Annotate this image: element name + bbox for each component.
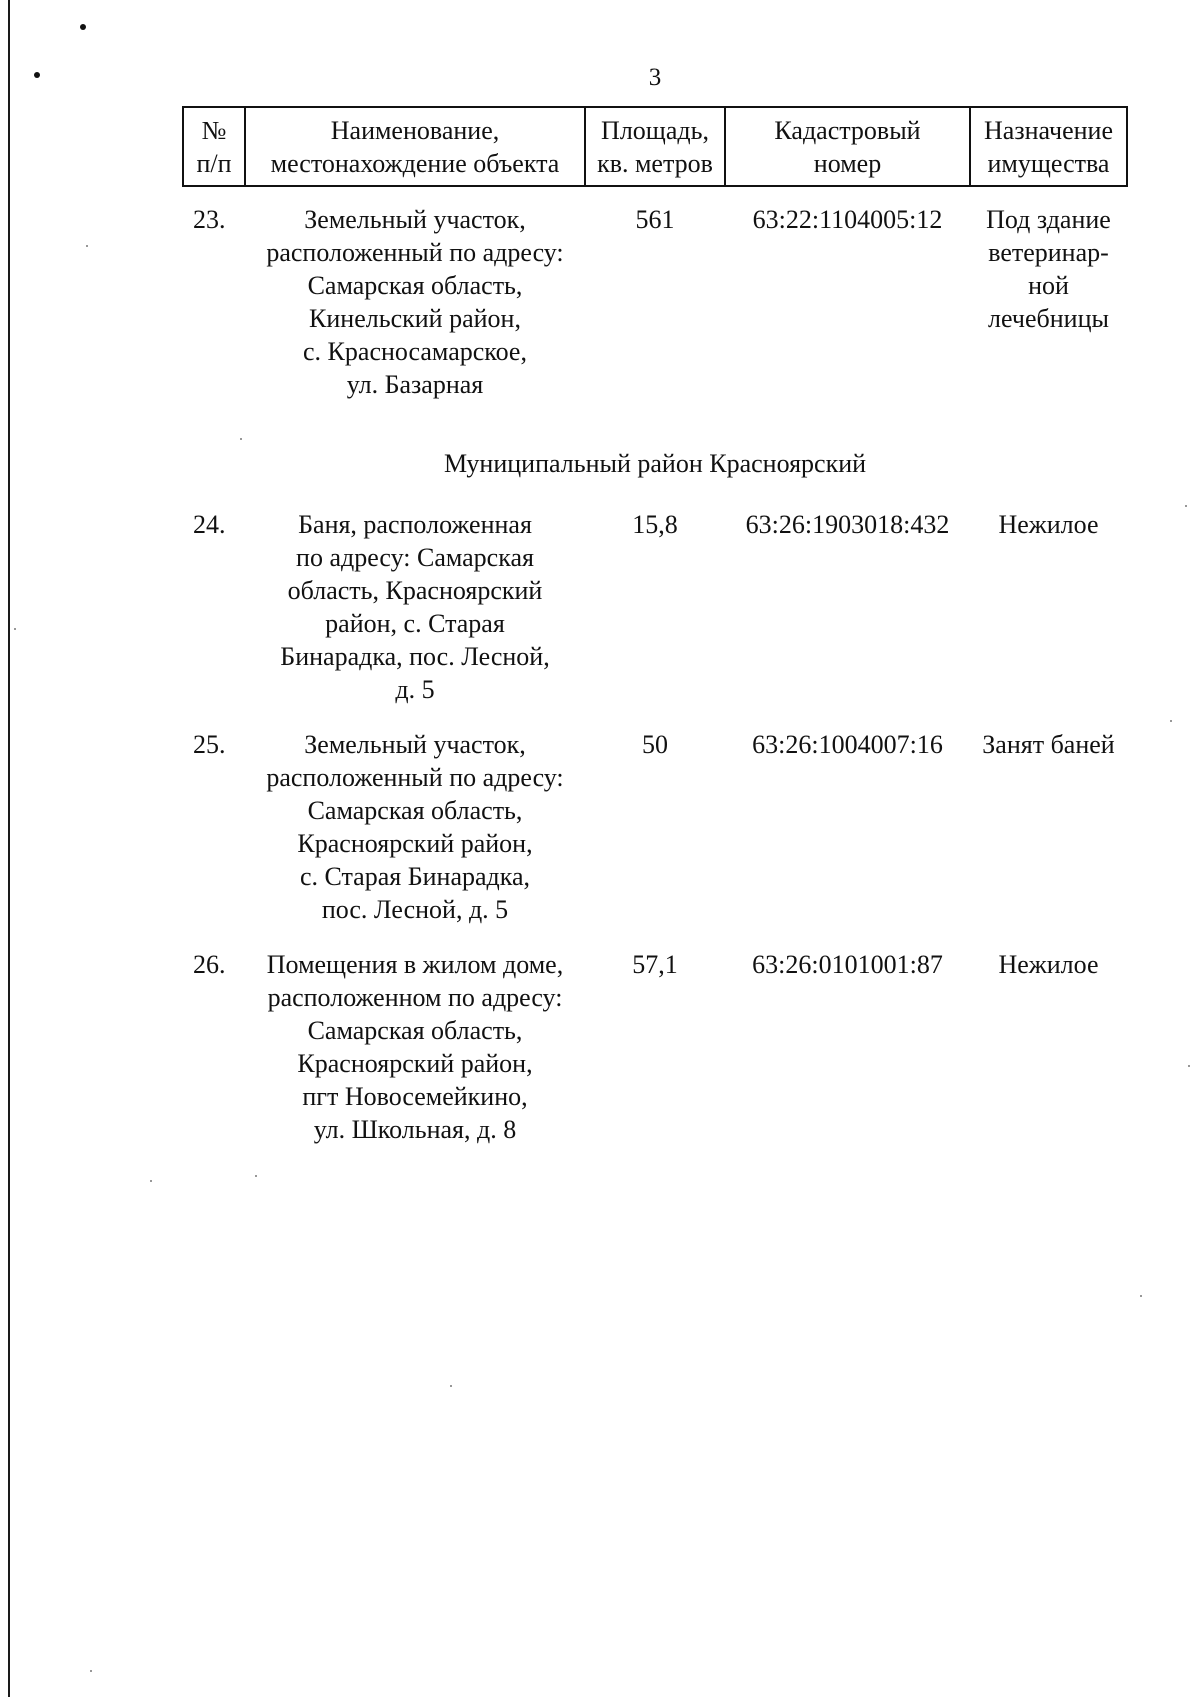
property-table (182, 106, 1128, 1146)
row-name-location: Земельный участок, расположенный по адресу: Самарская область, Красноярский район, с. Старая Бинарадка, пос. Лесной, д. 5 (266, 730, 564, 924)
row-name-location: Помещения в жилом доме, расположенном по адресу: Самарская область, Красноярский район, пгт Новосемейкино, ул. Школьная, д. 8 (266, 950, 564, 1144)
row-cadastral: 63:26:1004007:16 (752, 730, 943, 759)
scan-speck (1140, 1295, 1142, 1297)
scan-left-edge-line (8, 0, 10, 1697)
table-row (183, 728, 1127, 926)
row-purpose: Нежилое (998, 950, 1099, 979)
row-purpose: Под здание ветеринар- ной лечебницы (986, 205, 1111, 333)
row-purpose: Нежилое (998, 510, 1099, 539)
row-cadastral: 63:22:1104005:12 (752, 205, 943, 234)
row-area: 50 (642, 730, 668, 759)
table-header-row (183, 107, 1127, 186)
scan-speck (150, 1180, 152, 1182)
header-purpose: Назначение имущества (970, 107, 1127, 186)
row-cadastral: 63:26:0101001:87 (752, 950, 943, 979)
header-cadastral: Кадастровый номер (725, 107, 970, 186)
table-row (183, 508, 1127, 706)
row-number: 26. (193, 950, 226, 979)
row-number: 24. (193, 510, 226, 539)
table-row (183, 948, 1127, 1146)
row-cadastral: 63:26:1903018:432 (745, 510, 950, 539)
scan-speck (90, 1670, 92, 1672)
scan-speck (1170, 720, 1172, 722)
scan-speck (1185, 505, 1187, 507)
row-area: 57,1 (632, 950, 678, 979)
table-row (183, 186, 1127, 401)
row-area: 15,8 (632, 510, 678, 539)
row-number: 25. (193, 730, 226, 759)
scan-speck (14, 628, 16, 630)
header-number: № п/п (183, 107, 245, 186)
header-area: Площадь, кв. метров (585, 107, 725, 186)
row-number: 23. (193, 205, 226, 234)
row-purpose: Занят баней (982, 730, 1115, 759)
section-heading: Муниципальный район Красноярский (443, 449, 867, 478)
row-name-location: Земельный участок, расположенный по адресу: Самарская область, Кинельский район, с. Красносамарское, ул. Базарная (266, 205, 564, 399)
scan-speck (450, 1385, 452, 1387)
page-number: 3 (648, 64, 662, 91)
row-name-location: Баня, расположенная по адресу: Самарская область, Красноярский район, с. Старая Бинарадка, пос. Лесной, д. 5 (280, 510, 550, 704)
scan-speck (255, 1175, 257, 1177)
scan-speck (86, 245, 88, 247)
scan-speck (1188, 1065, 1190, 1067)
row-area: 561 (635, 205, 675, 234)
section-heading-row (183, 439, 1127, 486)
header-name-location: Наименование, местонахождение объекта (245, 107, 585, 186)
scan-speck (80, 24, 86, 30)
